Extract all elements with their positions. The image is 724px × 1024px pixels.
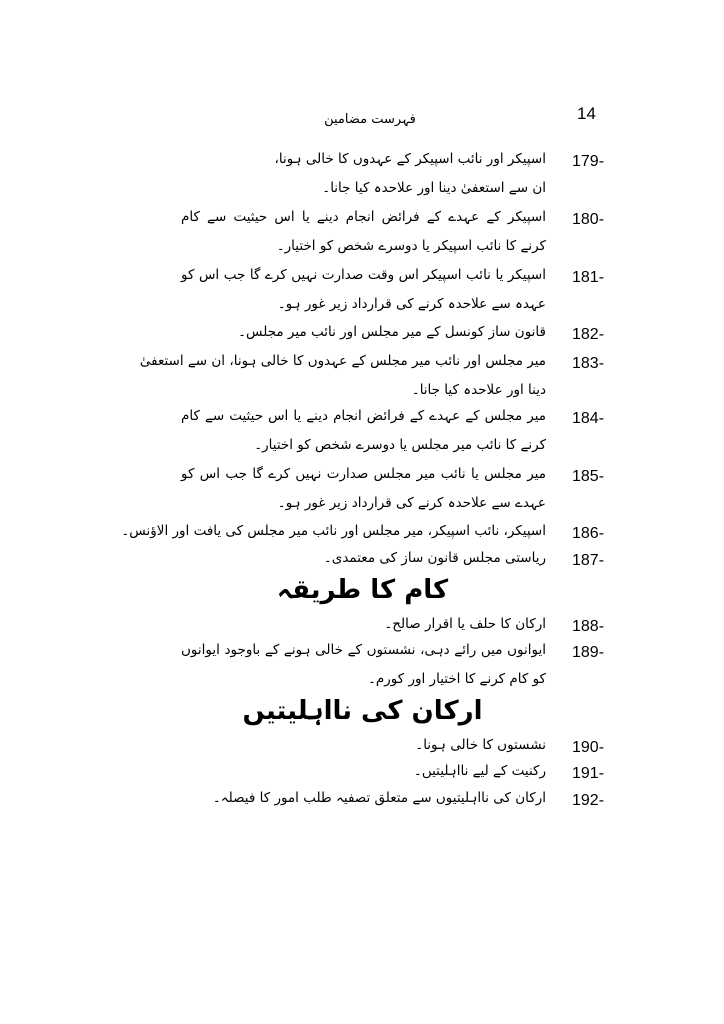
running-header: فہرست مضامین [324,112,416,127]
entry-text: ارکان کی نااہلیتیوں سے متعلق تصفیہ طلب امور کا فیصلہ۔ [212,790,546,806]
entry-text: دینا اور علاحدہ کیا جانا۔ [411,382,546,398]
entry-number: 189- [572,644,605,661]
entry-text: عہدے سے علاحدہ کرنے کی قرارداد زیر غور ہو۔ [277,495,546,511]
entry-text: عہدہ سے علاحدہ کرنے کی قرارداد زیر غور ہو۔ [277,296,546,312]
entry-number: 179- [572,153,605,170]
entry-text: ارکان کا حلف یا اقرار صالح۔ [384,616,546,632]
entry-text: میر مجلس کے عہدے کے فرائض انجام دینے یا اس حیثیت سے کام [181,408,546,424]
entry-text: میر مجلس یا نائب میر مجلس صدارت نہیں کرے گا جب اس کو [181,466,546,482]
entry-text: اسپیکر، نائب اسپیکر، میر مجلس اور نائب میر مجلس کی یافت اور الاؤنس۔ [121,523,546,539]
entry-text: کرنے کا نائب اسپیکر یا دوسرے شخص کو اختیار۔ [276,238,546,254]
entry-number: 180- [572,211,605,228]
entry-text: کو کام کرنے کا اختیار اور کورم۔ [368,671,546,687]
entry-text: ایوانوں میں رائے دہی، نشستوں کے خالی ہونے کے باوجود ایوانوں [181,642,546,658]
entry-number: 190- [572,739,605,756]
section-heading: ارکان کی نااہلیتیں [242,696,483,726]
section-heading: کام کا طریقہ [276,575,449,605]
entry-number: 187- [572,552,605,569]
entry-number: 188- [572,618,605,635]
entry-number: 181- [572,269,605,286]
entry-text: قانون ساز کونسل کے میر مجلس اور نائب میر مجلس۔ [238,324,546,340]
entry-number: 183- [572,355,605,372]
entry-number: 185- [572,468,605,485]
entry-text: اسپیکر اور نائب اسپیکر کے عہدوں کا خالی ہونا، [274,151,546,167]
entry-text: رکنیت کے لیے نااہلیتیں۔ [413,763,546,779]
entry-number: 182- [572,326,605,343]
entry-text: اسپیکر کے عہدے کے فرائض انجام دینے یا اس حیثیت سے کام [181,209,546,225]
entry-text: کرنے کا نائب میر مجلس یا دوسرے شخص کو اختیار۔ [254,437,546,453]
entry-number: 191- [572,765,605,782]
entry-text: اسپیکر یا نائب اسپیکر اس وقت صدارت نہیں کرے گا جب اس کو [181,267,546,283]
entry-text: ریاستی مجلس قانون ساز کی معتمدی۔ [323,550,546,566]
entry-number: 184- [572,410,605,427]
entry-text: نشستوں کا خالی ہونا۔ [415,737,546,753]
page-number: 14 [577,104,596,123]
entry-number: 186- [572,525,605,542]
entry-text: میر مجلس اور نائب میر مجلس کے عہدوں کا خالی ہونا، ان سے استعفیٰ [139,353,546,369]
entry-text: ان سے استعفیٰ دینا اور علاحدہ کیا جانا۔ [322,180,546,196]
entry-number: 192- [572,792,605,809]
